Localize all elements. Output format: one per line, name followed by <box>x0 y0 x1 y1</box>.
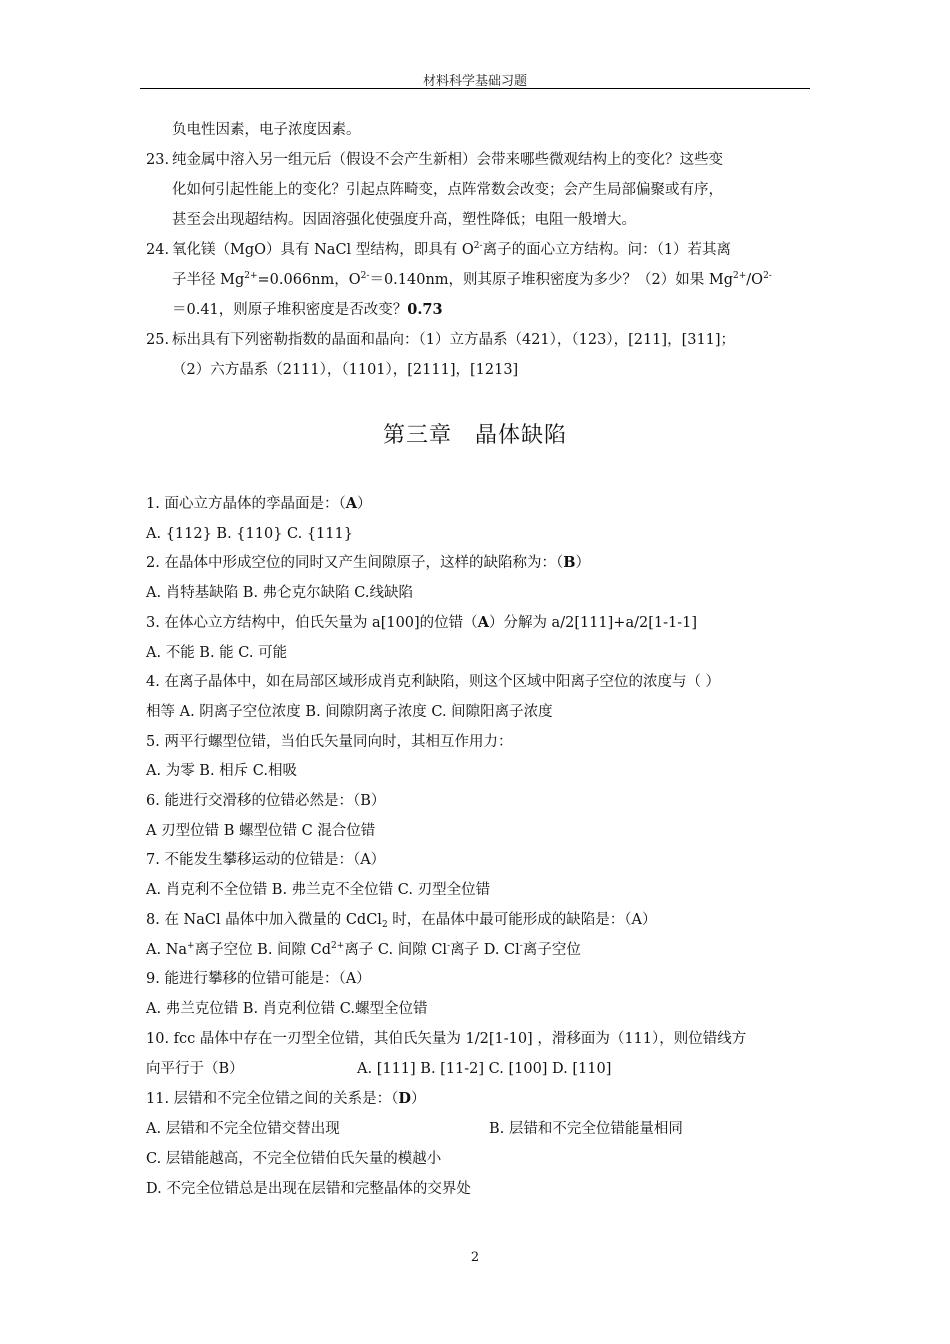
item-2-question: 2. 在晶体中形成空位的同时又产生间隙原子，这样的缺陷称为：（B） <box>146 554 590 571</box>
q23-line1: 纯金属中溶入另一组元后（假设不会产生新相）会带来哪些微观结构上的变化？这些变 <box>172 152 723 168</box>
item-9-options: A. 弗兰克位错 B. 肖克利位错 C.螺型全位错 <box>146 1001 428 1017</box>
item-4-options: 相等 A. 阴离子空位浓度 B. 间隙阴离子浓度 C. 间隙阳离子浓度 <box>146 704 553 720</box>
q23-line2: 化如何引起性能上的变化？引起点阵畸变，点阵常数会改变；会产生局部偏聚或有序， <box>172 182 723 198</box>
item-3-question: 3. 在体心立方结构中，伯氏矢量为 a[100]的位错（A）分解为 a/2[111]+a/2[1-1-1] <box>146 614 698 631</box>
chapter-title: 第三章 晶体缺陷 <box>382 423 567 448</box>
item-11-option-c: C. 层错能越高，不完全位错伯氏矢量的模越小 <box>146 1151 442 1167</box>
item-10-question: 10. fcc 晶体中存在一刃型全位错，其伯氏矢量为 1/2[1-10] ，滑移面为（111），则位错线方 <box>146 1031 747 1047</box>
q25-line1: 标出具有下列密勒指数的晶面和晶向：（1）立方晶系（421），（123），[211]，[311]； <box>172 332 736 348</box>
item-11-question: 11. 层错和不完全位错之间的关系是：（D） <box>146 1090 426 1107</box>
header-rule <box>140 88 810 89</box>
page-number: 2 <box>470 1250 480 1265</box>
q24-answer: 0.73 <box>407 301 443 318</box>
item-11-option-b: B. 层错和不完全位错能量相同 <box>489 1121 683 1137</box>
running-header: 材料科学基础习题 <box>422 74 527 89</box>
item-8-options: A. Na+离子空位 B. 间隙 $Cd^{2+}$离子 C. 间隙 Cl-离子 D. Cl-离子空位 <box>146 941 581 958</box>
q24-line2: 子半径 $Mg^{2+}=0.066nm$，$O^{2-}=0.140nm$，则其原子堆积密度为多少？（2）如果 $Mg^{2+}/O^{2-}$ <box>172 271 772 288</box>
item-6-question: 6. 能进行交滑移的位错必然是：（B） <box>146 793 386 809</box>
item-5-question: 5. 两平行螺型位错，当伯氏矢量同向时，其相互作用力： <box>146 734 513 750</box>
q24-line1: 氧化镁（MgO）具有 NaCl 型结构，即具有 $O^{2-}$离子的面心立方结构。问：（1）若其离 <box>172 241 732 258</box>
q24-number: 24. <box>146 242 170 258</box>
item-4-question: 4. 在离子晶体中，如在局部区域形成肖克利缺陷，则这个区域中阳离子空位的浓度与（ ） <box>146 674 721 690</box>
item-1-question: 1. 面心立方晶体的孪晶面是：（A） <box>146 495 372 512</box>
item-5-options: A. 为零 B. 相斥 C.相吸 <box>146 763 297 779</box>
q25-number: 25. <box>146 332 170 348</box>
item-7-options: A. 肖克利不全位错 B. 弗兰克不全位错 C. 刃型全位错 <box>146 882 491 898</box>
item-1-options: A. {112} B. {110} C. {111} <box>146 526 353 542</box>
item-2-options: A. 肖特基缺陷 B. 弗仑克尔缺陷 C.线缺陷 <box>146 585 413 601</box>
item-3-options: A. 不能 B. 能 C. 可能 <box>146 645 288 661</box>
q23-line3: 甚至会出现超结构。因固溶强化使强度升高，塑性降低；电阻一般增大。 <box>172 212 636 228</box>
item-11-option-a: A. 层错和不完全位错交替出现 <box>146 1121 340 1137</box>
q25-line2: （2）六方晶系（2111），（1101），[2111]，[1213] <box>172 362 519 378</box>
q24-line3: ＝0.41，则原子堆积密度是否改变？0.73 <box>172 301 443 318</box>
item-10-answer-lead: 向平行于（B） <box>146 1061 244 1077</box>
item-11-option-d: D. 不完全位错总是出现在层错和完整晶体的交界处 <box>146 1181 471 1197</box>
item-7-question: 7. 不能发生攀移运动的位错是：（A） <box>146 852 386 868</box>
continued-text: 负电性因素，电子浓度因素。 <box>172 122 361 138</box>
item-8-question: 8. 在 NaCl 晶体中加入微量的 CdCl$_2$ 时，在晶体中最可能形成的缺陷是：（A） <box>146 912 657 930</box>
q23-number: 23. <box>146 152 170 168</box>
item-10-options: A. [111] B. [11-2] C. [100] D. [110] <box>357 1061 612 1077</box>
item-9-question: 9. 能进行攀移的位错可能是：（A） <box>146 971 371 987</box>
item-6-options: A 刃型位错 B 螺型位错 C 混合位错 <box>146 823 376 839</box>
